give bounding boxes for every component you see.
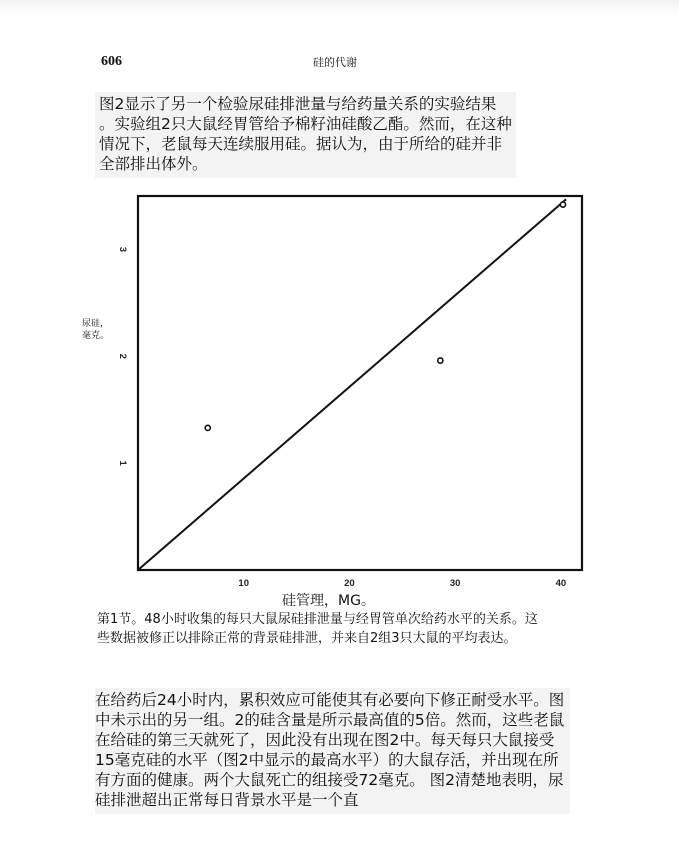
y-tick-label: 3 bbox=[117, 246, 128, 253]
x-tick-label: 40 bbox=[555, 578, 567, 589]
data-point bbox=[438, 358, 443, 363]
y-tick-label: 2 bbox=[117, 353, 128, 359]
figure-caption bbox=[97, 610, 538, 648]
page-number: 606 bbox=[101, 54, 122, 69]
x-tick-label: 20 bbox=[344, 578, 355, 589]
paragraph-2-line: 15毫克硅的水平（图2中显示的最高水平）的大鼠存活，并出现在所 bbox=[95, 751, 559, 769]
paragraph-2-line: 在给药后24小时内，累积效应可能使其有必要向下修正耐受水平。图 bbox=[95, 691, 565, 709]
y-axis-label bbox=[82, 318, 109, 342]
series-line bbox=[138, 199, 566, 570]
caption-line: 些数据被修正以排除正常的背景硅排泄，并来自2组3只大鼠的平均表达。 bbox=[97, 631, 517, 646]
data-point bbox=[205, 425, 210, 430]
paragraph-2-line: 有方面的健康。两个大鼠死亡的组接受72毫克。 图2清楚地表明，尿 bbox=[95, 771, 564, 789]
paragraph-2-line: 在给硅的第三天就死了，因此没有出现在图2中。每天每只大鼠接受 bbox=[95, 731, 555, 749]
paragraph-2-line: 中未示出的另一组。2的硅含量是所示最高值的5倍。然而，这些老鼠 bbox=[95, 711, 565, 729]
y-axis-label-line: 毫克。 bbox=[82, 331, 110, 341]
paragraph-1-line: 。实验组2只大鼠经胃管给予棉籽油硅酸乙酯。然而，在这种 bbox=[99, 115, 512, 133]
paragraph-1-line: 情况下，老鼠每天连续服用硅。据认为，由于所给的硅并非 bbox=[99, 135, 503, 153]
y-axis-label-line: 尿硅， bbox=[82, 319, 110, 329]
y-tick-label: 1 bbox=[117, 460, 128, 466]
paragraph-2-line: 硅排泄超出正常每日背景水平是一个直 bbox=[95, 791, 359, 809]
x-tick-label: 30 bbox=[449, 578, 461, 589]
x-tick-label: 10 bbox=[238, 578, 250, 589]
caption-line: 第1节。48小时收集的每只大鼠尿硅排泄量与经胃管单次给药水平的关系。这 bbox=[97, 612, 538, 627]
paragraph-2 bbox=[95, 688, 570, 814]
paragraph-1-line: 全部排出体外。 bbox=[99, 155, 208, 173]
x-axis-label: 硅管理，MG。 bbox=[282, 593, 375, 609]
paragraph-1-line: 图2显示了另一个检验尿硅排泄量与给药量关系的实验结果 bbox=[99, 95, 497, 113]
running-title: 硅的代谢 bbox=[313, 56, 357, 69]
plot-frame bbox=[138, 196, 582, 570]
data-point bbox=[560, 202, 565, 207]
